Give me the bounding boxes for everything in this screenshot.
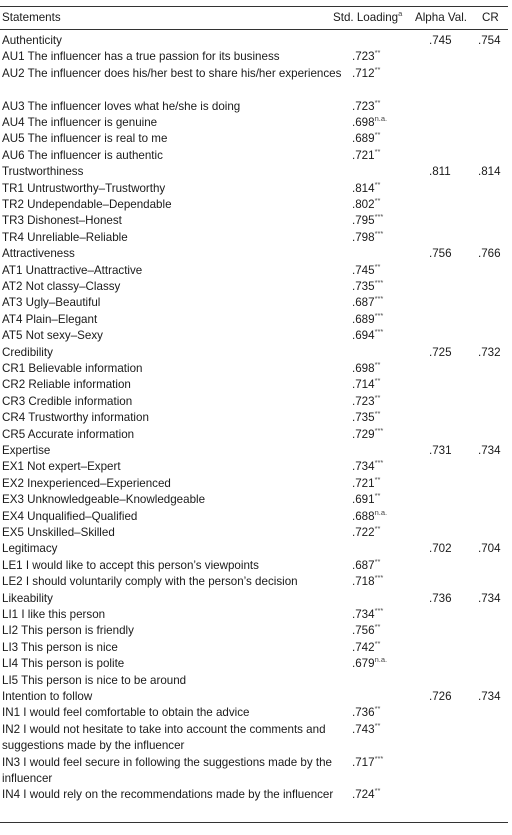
- std-loading-value: [352, 99, 412, 115]
- table-row: [0, 230, 508, 246]
- statement-text: EX4 Unqualified–Qualified: [2, 509, 138, 523]
- group-label: Trustworthiness: [2, 165, 84, 179]
- std-loading-value: [352, 787, 412, 803]
- alpha-value: .725: [429, 345, 452, 359]
- statement-text: CR1 Believable information: [2, 362, 143, 375]
- alpha-value: .731: [429, 444, 452, 457]
- loading-number: .736: [352, 706, 375, 720]
- significance-mark: **: [374, 491, 381, 501]
- significance-mark: **: [374, 376, 381, 386]
- table-row: [0, 328, 508, 344]
- statement-text: CR4 Trustworthy information: [2, 411, 149, 425]
- loading-number: .688: [352, 509, 375, 523]
- table-row: [0, 459, 508, 475]
- table-row: [0, 312, 508, 328]
- loading-number: .735: [352, 411, 375, 425]
- statement-text: AU3 The influencer loves what he/she is doing: [2, 99, 241, 113]
- table-row: [0, 115, 508, 131]
- loading-number: .721: [352, 148, 375, 162]
- std-loading-value: [352, 410, 412, 426]
- loading-number: .717: [352, 755, 375, 769]
- table-row: [0, 99, 508, 115]
- std-loading-value: [352, 263, 412, 279]
- alpha-value: .756: [429, 247, 452, 261]
- statement-text: IN1 I would feel comfortable to obtain the advice: [2, 706, 250, 720]
- std-loading-value: [352, 558, 412, 574]
- loading-number: .718: [352, 575, 375, 589]
- statement-text: EX3 Unknowledgeable–Knowledgeable: [2, 493, 206, 507]
- statement-text: EX5 Unskilled–Skilled: [2, 526, 115, 539]
- std-loading-value: [352, 328, 412, 344]
- std-loading-value: [352, 49, 412, 65]
- loading-number: .689: [352, 312, 375, 326]
- significance-mark: n.a.: [374, 507, 388, 517]
- statement-text: CR3 Credible information: [2, 394, 133, 408]
- loading-number: .723: [352, 394, 375, 408]
- significance-mark: **: [374, 786, 381, 796]
- significance-mark: **: [374, 704, 381, 714]
- cr-value: .734: [478, 591, 501, 605]
- statement-text: LI3 This person is nice: [2, 640, 118, 654]
- header-statements: Statements: [2, 11, 61, 24]
- std-loading-value: [352, 574, 412, 590]
- loading-number: .756: [352, 624, 375, 638]
- loading-number: .714: [352, 378, 375, 392]
- group-row: [0, 443, 508, 459]
- table-row: [0, 476, 508, 492]
- significance-mark: **: [374, 556, 381, 566]
- table-row: [0, 673, 508, 689]
- table-row: [0, 148, 508, 164]
- loading-number: .814: [352, 181, 375, 195]
- statement-text: LI5 This person is nice to be around: [2, 673, 187, 687]
- table-row: [0, 640, 508, 656]
- std-loading-value: [352, 459, 412, 475]
- statement-text: AU1 The influencer has a true passion for its business: [2, 50, 280, 64]
- loading-number: .679: [352, 657, 375, 671]
- significance-mark: ***: [374, 327, 384, 337]
- std-loading-value: [352, 197, 412, 213]
- significance-mark: **: [374, 261, 381, 271]
- loading-number: .724: [352, 788, 375, 802]
- cr-value: .754: [478, 34, 501, 47]
- std-loading-value: [352, 66, 412, 82]
- statement-text: AU6 The influencer is authentic: [2, 148, 163, 162]
- cr-value: .734: [478, 444, 501, 457]
- significance-mark: ***: [374, 458, 384, 468]
- significance-mark: **: [374, 474, 381, 484]
- statement-text: AT2 Not classy–Classy: [2, 280, 121, 293]
- loading-number: .742: [352, 640, 375, 654]
- group-label: Credibility: [2, 345, 53, 359]
- std-loading-value: [352, 640, 412, 656]
- significance-mark: ***: [374, 212, 384, 222]
- significance-mark: ***: [374, 278, 384, 288]
- table-row: [0, 377, 508, 393]
- table-row: [0, 705, 508, 721]
- loading-number: .734: [352, 608, 375, 621]
- loading-number: .721: [352, 476, 375, 490]
- loading-number: .743: [352, 722, 375, 736]
- table-row: [0, 558, 508, 574]
- std-loading-value: [352, 148, 412, 164]
- group-label: Legitimacy: [2, 542, 58, 556]
- table-row: [0, 394, 508, 410]
- statement-text: EX1 Not expert–Expert: [2, 460, 121, 474]
- statement-text: AU5 The influencer is real to me: [2, 132, 168, 146]
- alpha-value: .811: [429, 165, 451, 179]
- significance-mark: **: [374, 638, 381, 648]
- significance-mark: **: [374, 409, 381, 419]
- statement-text: CR5 Accurate information: [2, 427, 135, 441]
- statement-text: LE1 I would like to accept this person’s viewpoints: [2, 558, 259, 572]
- loading-number: .729: [352, 427, 375, 441]
- loading-number: .691: [352, 493, 375, 507]
- significance-mark: **: [374, 48, 381, 58]
- significance-mark: **: [374, 179, 381, 189]
- statement-text: LI4 This person is polite: [2, 657, 125, 671]
- bottom-rule: [0, 822, 508, 823]
- loading-number: .712: [352, 66, 375, 80]
- std-loading-value: [352, 755, 412, 771]
- loading-number: .687: [352, 296, 375, 310]
- loading-number: .698: [352, 362, 375, 375]
- statement-text: IN3 I would feel secure in following the suggestions made by the influencer: [2, 755, 332, 785]
- table-row: [0, 197, 508, 213]
- table-row: [0, 263, 508, 279]
- std-loading-value: [352, 607, 412, 623]
- alpha-value: .736: [429, 591, 452, 605]
- table-row: [0, 213, 508, 229]
- statement-text: IN2 I would not hesitate to take into account the comments and suggestions made by the influencer: [2, 722, 326, 752]
- statement-text: TR4 Unreliable–Reliable: [2, 230, 128, 244]
- statement-text: IN4 I would rely on the recommendations made by the influencer: [2, 788, 334, 802]
- statement-text: TR1 Untrustworthy–Trustworthy: [2, 181, 166, 195]
- significance-mark: ***: [374, 753, 384, 763]
- table-row: [0, 623, 508, 639]
- group-label: Expertise: [2, 444, 51, 457]
- table-row: [0, 49, 508, 65]
- alpha-value: .745: [429, 34, 452, 47]
- table-row: [0, 279, 508, 295]
- header-cr: CR: [482, 11, 499, 24]
- significance-mark: **: [374, 720, 381, 730]
- alpha-value: .726: [429, 690, 452, 703]
- std-loading-value: [352, 181, 412, 197]
- cr-value: .704: [478, 542, 501, 556]
- loading-number: .735: [352, 280, 375, 293]
- std-loading-value: [352, 476, 412, 492]
- loading-number: .798: [352, 230, 375, 244]
- cr-value: .766: [478, 247, 501, 261]
- group-row: [0, 541, 508, 557]
- statement-text: AT5 Not sexy–Sexy: [2, 329, 103, 343]
- table-row: [0, 509, 508, 525]
- table-row: [0, 787, 508, 820]
- std-loading-value: [352, 279, 412, 295]
- table-row: [0, 607, 508, 623]
- loading-number: .745: [352, 263, 375, 277]
- group-row: [0, 164, 508, 180]
- std-loading-value: [352, 312, 412, 328]
- significance-mark: ***: [374, 606, 384, 616]
- std-loading-value: [352, 377, 412, 393]
- table-row: [0, 66, 508, 99]
- std-loading-value: [352, 722, 412, 738]
- statement-text: AU4 The influencer is genuine: [2, 116, 158, 129]
- table-row: [0, 755, 508, 788]
- significance-mark: **: [374, 130, 381, 140]
- group-row: [0, 591, 508, 607]
- group-row: [0, 33, 508, 49]
- std-loading-value: [352, 427, 412, 443]
- table-row: [0, 574, 508, 590]
- loading-number: .689: [352, 132, 375, 146]
- statement-text: AT1 Unattractive–Attractive: [2, 263, 143, 277]
- table-row: [0, 131, 508, 147]
- significance-mark: ***: [374, 294, 384, 304]
- significance-mark: **: [374, 64, 381, 74]
- table-row: [0, 492, 508, 508]
- statement-text: CR2 Reliable information: [2, 378, 131, 392]
- significance-mark: ***: [374, 228, 384, 238]
- table-row: [0, 295, 508, 311]
- table-row: [0, 361, 508, 377]
- group-label: Authenticity: [2, 34, 62, 47]
- table-row: [0, 181, 508, 197]
- std-loading-value: [352, 525, 412, 541]
- std-loading-value: [352, 492, 412, 508]
- loading-number: .734: [352, 460, 375, 474]
- table-row: [0, 410, 508, 426]
- significance-mark: **: [374, 524, 381, 534]
- group-label: Attractiveness: [2, 247, 75, 261]
- significance-mark: **: [374, 97, 381, 107]
- significance-mark: ***: [374, 573, 384, 583]
- table-row: [0, 525, 508, 541]
- statement-text: AU2 The influencer does his/her best to share his/her experiences: [2, 66, 342, 80]
- std-loading-value: [352, 115, 412, 131]
- significance-mark: n.a.: [374, 655, 388, 665]
- significance-mark: n.a.: [374, 114, 388, 124]
- group-row: [0, 345, 508, 361]
- statement-text: TR3 Dishonest–Honest: [2, 214, 122, 228]
- table-row: [0, 427, 508, 443]
- loading-number: .723: [352, 99, 375, 113]
- loading-number: .795: [352, 214, 375, 228]
- header-rule: [0, 29, 508, 30]
- statement-text: AT4 Plain–Elegant: [2, 312, 98, 326]
- header-std-loading: Std. Loading$^a$: [333, 9, 403, 24]
- loading-number: .698: [352, 116, 375, 129]
- statement-text: TR2 Undependable–Dependable: [2, 198, 172, 211]
- alpha-value: .702: [429, 542, 452, 556]
- statement-text: LE2 I should voluntarily comply with the person’s decision: [2, 575, 298, 589]
- significance-mark: ***: [374, 425, 384, 435]
- top-rule: [0, 6, 508, 7]
- significance-mark: **: [374, 360, 381, 370]
- loading-number: .723: [352, 50, 375, 64]
- statement-text: LI1 I like this person: [2, 608, 106, 621]
- table-row: [0, 656, 508, 672]
- table-row: [0, 722, 508, 755]
- significance-mark: **: [374, 196, 381, 206]
- std-loading-value: [352, 361, 412, 377]
- header-alpha: Alpha Val.: [415, 11, 467, 24]
- std-loading-value: [352, 131, 412, 147]
- cr-value: .734: [478, 690, 501, 703]
- std-loading-value: [352, 295, 412, 311]
- statement-text: EX2 Inexperienced–Experienced: [2, 476, 171, 490]
- std-loading-value: [352, 394, 412, 410]
- loading-number: .722: [352, 526, 375, 539]
- loading-number: .687: [352, 558, 375, 572]
- cr-value: .732: [478, 345, 501, 359]
- statement-text: LI2 This person is friendly: [2, 624, 134, 638]
- statement-text: AT3 Ugly–Beautiful: [2, 296, 101, 310]
- group-label: Intention to follow: [2, 690, 93, 703]
- loading-number: .694: [352, 329, 375, 343]
- std-loading-value: [352, 230, 412, 246]
- group-row: [0, 246, 508, 262]
- significance-mark: **: [374, 146, 381, 156]
- std-loading-value: [352, 656, 412, 672]
- significance-mark: **: [374, 392, 381, 402]
- significance-mark: **: [374, 622, 381, 632]
- std-loading-value: [352, 509, 412, 525]
- std-loading-value: [352, 705, 412, 721]
- group-label: Likeability: [2, 591, 53, 605]
- significance-mark: ***: [374, 310, 384, 320]
- cr-value: .814: [478, 165, 501, 179]
- std-loading-value: [352, 213, 412, 229]
- loading-number: .802: [352, 198, 375, 211]
- std-loading-value: [352, 623, 412, 639]
- group-row: [0, 689, 508, 705]
